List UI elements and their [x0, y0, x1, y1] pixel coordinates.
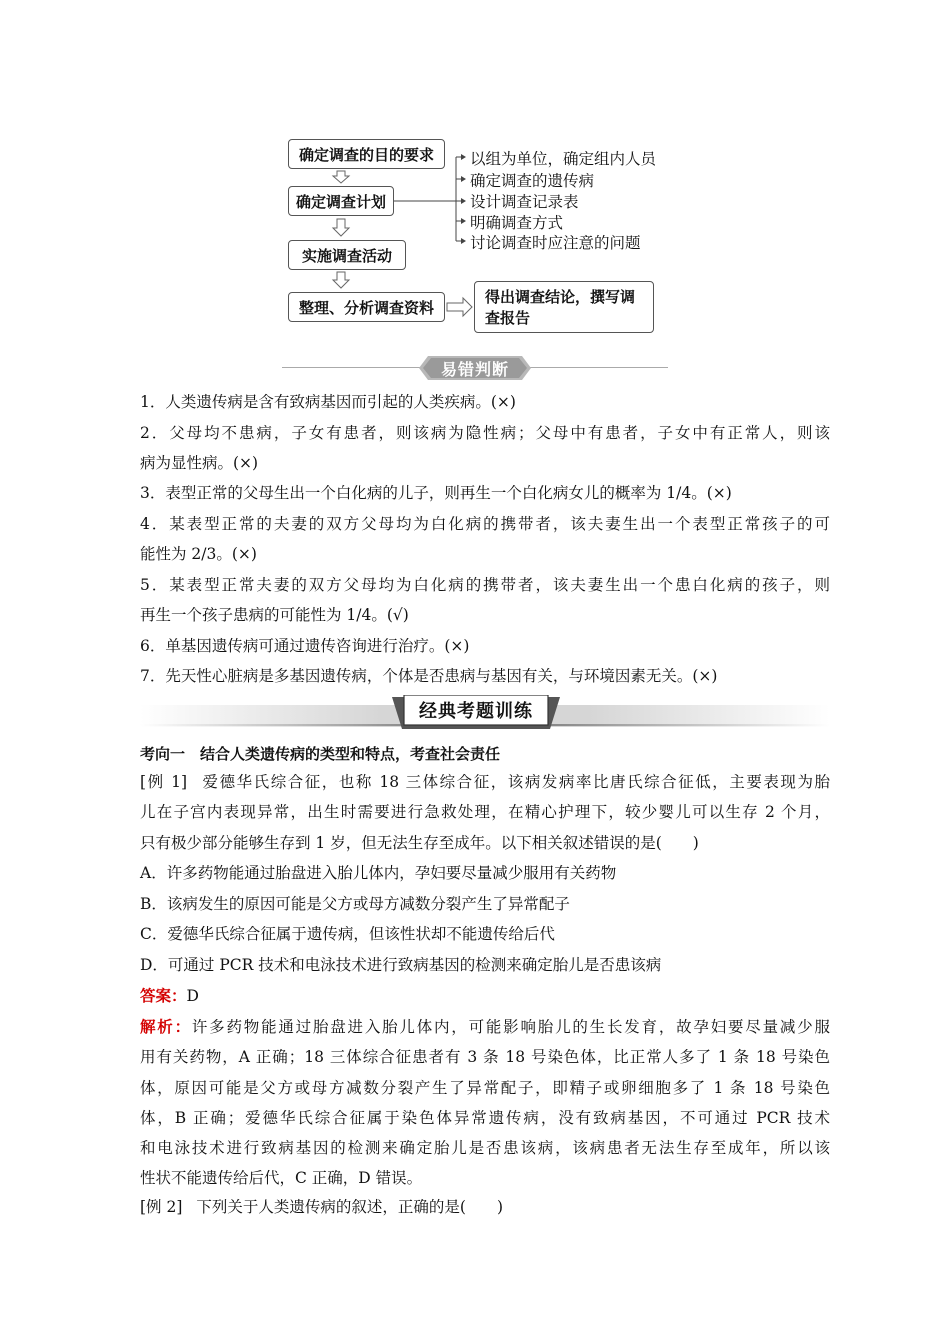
option-a: A．许多药物能通过胎盘进入胎儿体内，孕妇要尽量减少服用有关药物	[140, 864, 617, 882]
analysis-line5: 和电泳技术进行致病基因的检测来确定胎儿是否患该病，该病患者无法生存至成年，所以该	[140, 1139, 830, 1157]
flow-step-2: 确定调查计划	[288, 186, 394, 216]
section1-title: 易错判断	[440, 359, 509, 379]
judgment-4b: 能性为 2/3。(×)	[140, 545, 257, 563]
example2-label: [例 2]	[140, 1198, 183, 1216]
judgment-4a: 4．某表型正常的夫妻的双方父母均为白化病的携带者，该夫妻生出一个表型正常孩子的可	[140, 515, 830, 533]
option-c: C．爱德华氏综合征属于遗传病，但该性状却不能遗传给后代	[140, 925, 555, 943]
flow-step-4: 整理、分析调查资料	[288, 292, 445, 322]
option-d: D．可通过 PCR 技术和电泳技术进行致病基因的检测来确定胎儿是否患该病	[140, 956, 662, 974]
judgment-5a: 5．某表型正常夫妻的双方父母均为白化病的携带者，该夫妻生出一个患白化病的孩子，则	[140, 576, 830, 594]
analysis-line1	[140, 1012, 830, 1042]
judgment-1: 1．人类遗传病是含有致病基因而引起的人类疾病。(×)	[140, 393, 516, 411]
example1-line3: 只有极少部分能够生存到 1 岁，但无法生存至成年。以下相关叙述错误的是( )	[140, 834, 699, 852]
judgment-2a: 2．父母均不患病，子女有患者，则该病为隐性病；父母中有患者，子女中有正常人，则该	[140, 424, 830, 442]
bracket-arrowheads	[461, 154, 466, 244]
option-b: B．该病发生的原因可能是父方或母方减数分裂产生了异常配子	[140, 895, 570, 913]
section2-title: 经典考题训练	[419, 701, 533, 722]
analysis-line4: 体，B 正确；爱德华氏综合征属于染色体异常遗传病，没有致病基因，不可通过 PCR 技术	[140, 1109, 830, 1127]
right-arrow-icon	[447, 298, 472, 316]
plan-item-4: 明确调查方式	[470, 214, 564, 232]
judgment-7: 7．先天性心脏病是多基因遗传病，个体是否患病与基因有关，与环境因素无关。(×)	[140, 667, 718, 685]
analysis-label: 解析：	[140, 1018, 192, 1036]
down-arrow-icon	[333, 171, 349, 288]
judgment-6: 6．单基因遗传病可通过遗传咨询进行治疗。(×)	[140, 637, 470, 655]
answer-value: D	[186, 987, 199, 1005]
plan-item-3: 设计调查记录表	[470, 193, 579, 211]
plan-item-2: 确定调查的遗传病	[470, 172, 595, 190]
answer-row	[140, 981, 830, 1011]
example1-stem-1: 爱德华氏综合征，也称 18 三体综合征，该病发病率比唐氏综合征低，主要表现为胎	[201, 773, 830, 791]
plan-item-1: 以组为单位，确定组内人员	[470, 150, 657, 168]
judgment-5b: 再生一个孩子患病的可能性为 1/4。(√)	[140, 606, 409, 624]
flow-result-line2: 查报告	[485, 309, 531, 327]
example1-line1	[140, 767, 830, 797]
flow-result-line1: 得出调查结论，撰写调	[485, 288, 636, 306]
example2-stem: 下列关于人类遗传病的叙述，正确的是( )	[196, 1198, 503, 1216]
example1-line2: 儿在子宫内表现异常，出生时需要进行急救处理，在精心护理下，较少婴儿可以生存 2 个月，	[140, 803, 830, 821]
analysis-line6: 性状不能遗传给后代，C 正确，D 错误。	[140, 1169, 423, 1187]
analysis-line3: 体，原因可能是父方或母方减数分裂产生了异常配子，即精子或卵细胞多了 1 条 18 号染色	[140, 1079, 830, 1097]
judgment-3: 3．表型正常的父母生出一个白化病的儿子，则再生一个白化病女儿的概率为 1/4。(×)	[140, 484, 732, 502]
example2-line	[140, 1192, 830, 1222]
analysis-text-1: 许多药物能通过胎盘进入胎儿体内，可能影响胎儿的生长发育，故孕妇要尽量减少服	[191, 1018, 830, 1036]
flow-step-3: 实施调查活动	[288, 240, 406, 270]
plan-bracket	[394, 157, 465, 241]
topic-heading: 考向一 结合人类遗传病的类型和特点，考查社会责任	[140, 745, 501, 763]
flow-result-box	[474, 281, 654, 333]
plan-item-5: 讨论调查时应注意的问题	[470, 234, 641, 252]
judgment-2b: 病为显性病。(×)	[140, 454, 259, 472]
analysis-line2: 用有关药物，A 正确；18 三体综合征患者有 3 条 18 号染色体，比正常人多了 1 条 18 号染色	[140, 1048, 830, 1066]
flow-step-1: 确定调查的目的要求	[288, 139, 445, 169]
answer-label: 答案：	[140, 987, 187, 1005]
example1-label: [例 1]	[140, 773, 187, 791]
